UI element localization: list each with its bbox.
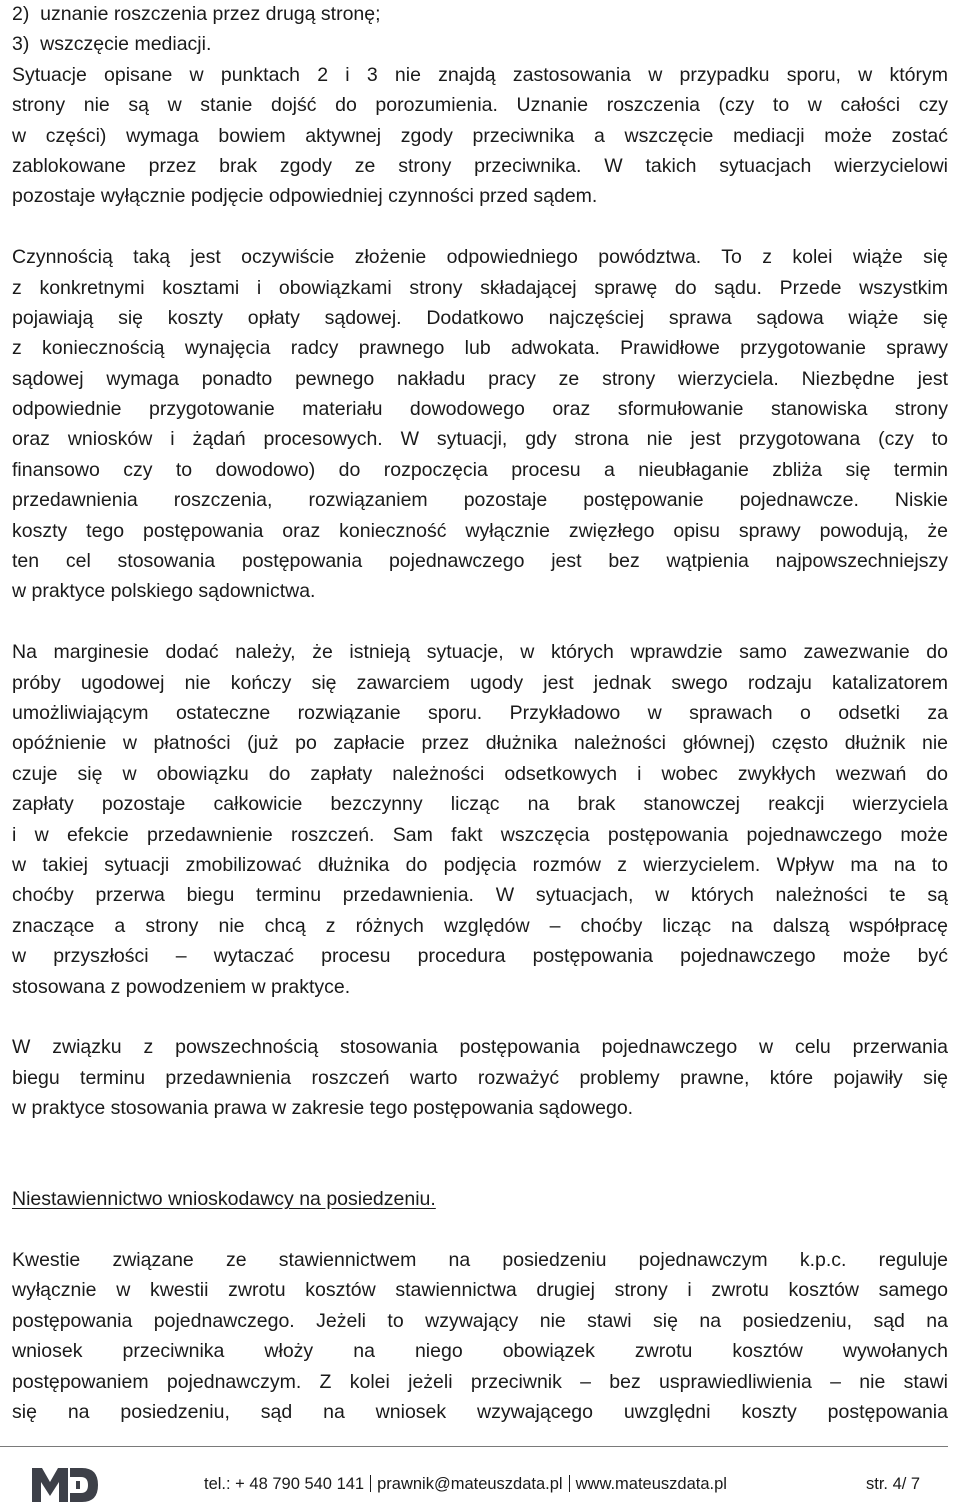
- text-line: przedawnienia roszczenia, rozwiązaniem pozostaje postępowanie pojednawcze. Niskie: [12, 489, 948, 512]
- md-logo-icon: [30, 1464, 100, 1504]
- text-line: w takiej sytuacji zmobilizować dłużnika do podjęcia rozmów z wierzycielem. Wpływ ma na to: [12, 853, 948, 876]
- page-number: str. 4/ 7: [866, 1475, 921, 1493]
- paragraph-gap: [12, 1155, 948, 1185]
- footer-separator: [370, 1475, 371, 1492]
- text-line: umożliwiającym ostateczne rozwiązanie sporu. Przykładowo w sprawach o odsetki za: [12, 701, 948, 724]
- text-line: się na posiedzeniu, sąd na wniosek wzywającego uwzględni koszty postępowania: [12, 1400, 948, 1423]
- md-logo: [30, 1464, 100, 1504]
- text-line: sądowej wymaga ponadto pewnego nakładu pracy ze strony wierzyciela. Niezbędne jest: [12, 367, 948, 390]
- text-line: w przyszłości – wytaczać procesu procedura postępowania pojednawczego może być: [12, 945, 948, 968]
- paragraph: [12, 242, 948, 607]
- paragraph-gap: [12, 1003, 948, 1033]
- text-line: postępowania pojednawczego. Jeżeli to wzywający nie stawi się na posiedzeniu, sąd na: [12, 1309, 948, 1332]
- text-line: wyłącznie w kwestii zwrotu kosztów stawiennictwa drugiej strony i zwrotu kosztów samego: [12, 1279, 948, 1302]
- text-line: W związku z powszechnością stosowania postępowania pojednawczego w celu przerwania: [12, 1036, 948, 1059]
- text-line: finansowo czy to dowodowo) do rozpoczęcia procesu a nieubłaganie zbliża się termin: [12, 458, 948, 481]
- paragraph: [12, 637, 948, 1002]
- paragraph-gap: [12, 1216, 948, 1246]
- text-line: pozostaje wyłącznie podjęcie odpowiedniej czynności przed sądem.: [12, 185, 598, 208]
- paragraph-gap: [12, 213, 948, 243]
- text-line: próby ugodowej nie kończy się zawarciem ugody jest jednak swego rodzaju katalizatorem: [12, 671, 948, 694]
- text-line: choćby przerwa biegu terminu przedawnienia. W sytuacjach, w których należności te są: [12, 884, 948, 907]
- text-line: i w efekcie przedawnienie roszczeń. Sam fakt wszczęcia postępowania pojednawczego może: [12, 823, 948, 846]
- text-line: postępowaniem pojednawczym. Z kolei jeżeli przeciwnik – bez usprawiedliwienia – nie stawi: [12, 1370, 948, 1393]
- paragraph: [12, 60, 948, 212]
- text-line: w praktyce stosowania prawa w zakresie tego postępowania sądowego.: [12, 1097, 634, 1120]
- text-line: Czynnością taką jest oczywiście złożenie odpowiedniego powództwa. To z kolei wiąże się: [12, 246, 948, 269]
- text-line: wniosek przeciwnika włoży na niego obowiązek zwrotu kosztów wywołanych: [12, 1340, 948, 1363]
- text-line: w praktyce polskiego sądownictwa.: [12, 580, 316, 603]
- footer-divider: [0, 1446, 948, 1447]
- footer-separator: [569, 1475, 570, 1492]
- text-line: koszty tego postępowania oraz konieczność wyłącznie zwięzłego opisu sprawy powodują, że: [12, 519, 948, 542]
- paragraph-gap: [12, 1124, 948, 1154]
- text-line: z konkretnymi kosztami i obowiązkami strony składającej sprawę do sądu. Przede wszystkim: [12, 276, 948, 299]
- footer-website-link[interactable]: www.mateuszdata.pl: [575, 1475, 727, 1493]
- text-line: ten cel stosowania postępowania pojednawczego jest bez wątpienia najpowszechniejszy: [12, 550, 948, 573]
- text-line: czuje się w obowiązku do zapłaty należności odsetkowych i wobec zwykłych wezwań do: [12, 762, 948, 785]
- paragraph-gap: [12, 608, 948, 638]
- text-line: biegu terminu przedawnienia roszczeń warto rozważyć problemy prawne, które pojawiły się: [12, 1066, 948, 1089]
- paragraph: [12, 1245, 948, 1427]
- text-line: Kwestie związane ze stawiennictwem na posiedzeniu pojednawczym k.p.c. reguluje: [12, 1249, 948, 1272]
- text-line: w części) wymaga bowiem aktywnej zgody przeciwnika a wszczęcie mediacji może zostać: [12, 124, 948, 147]
- text-line: odpowiednie przygotowanie materiału dowodowego oraz sformułowanie stanowiska strony: [12, 398, 948, 421]
- footer-contact: [204, 1474, 727, 1494]
- list-item: 2) uznanie roszczenia przez drugą stronę;: [12, 3, 381, 25]
- footer-phone: tel.: + 48 790 540 141: [204, 1475, 365, 1493]
- text-line: stosowana z powodzeniem w praktyce.: [12, 975, 351, 998]
- text-line: opóźnienie w płatności (już po zapłacie przez dłużnika należności głównej) często dłużnik nie: [12, 732, 948, 755]
- page-footer: [0, 1440, 960, 1508]
- paragraph: [12, 1032, 948, 1123]
- text-line: oraz wniosków i żądań procesowych. W sytuacji, gdy strona nie jest przygotowana (czy to: [12, 428, 948, 451]
- text-line: z koniecznością wynajęcia radcy prawnego lub adwokata. Prawidłowe przygotowanie sprawy: [12, 337, 948, 360]
- text-line: pojawiają się koszty opłaty sądowej. Dodatkowo najczęściej sprawa sądowa wiąże się: [12, 306, 948, 329]
- footer-email-link[interactable]: prawnik@mateuszdata.pl: [377, 1475, 563, 1493]
- section-heading: Niestawiennictwo wnioskodawcy na posiedzeniu.: [12, 1188, 436, 1211]
- text-line: Na marginesie dodać należy, że istnieją sytuacje, w których wprawdzie samo zawezwanie do: [12, 641, 948, 664]
- list-item: 3) wszczęcie mediacji.: [12, 33, 212, 56]
- text-line: znaczące a strony nie chcą z różnych względów – choćby licząc na dalszą współpracę: [12, 914, 948, 937]
- text-line: zapłaty pozostaje całkowicie bezczynny licząc na brak stanowczej reakcji wierzyciela: [12, 793, 948, 816]
- text-line: zablokowane przez brak zgody ze strony przeciwnika. W takich sytuacjach wierzycielowi: [12, 154, 948, 177]
- document-page: [12, 0, 948, 1428]
- text-line: Sytuacje opisane w punktach 2 i 3 nie znajdą zastosowania w przypadku sporu, w którym: [12, 63, 948, 86]
- text-line: strony nie są w stanie dojść do porozumienia. Uznanie roszczenia (czy to w całości czy: [12, 94, 948, 117]
